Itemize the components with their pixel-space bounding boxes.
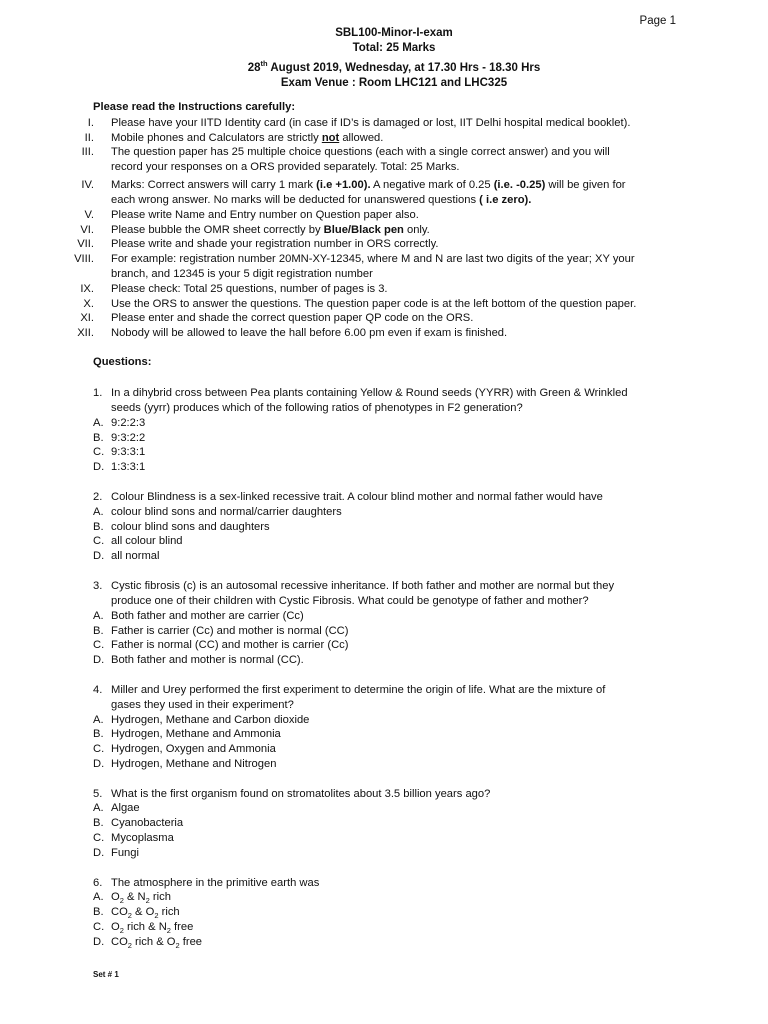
option-item[interactable]: A. 9:2:2:3: [93, 417, 146, 429]
option-item[interactable]: D. Hydrogen, Methane and Nitrogen: [93, 758, 277, 770]
option-item[interactable]: B. Cyanobacteria: [93, 817, 184, 829]
page-number: Page 1: [639, 15, 676, 27]
option-item[interactable]: D. $CO_2$ rich & $O_2$ free: [93, 936, 203, 951]
option-item[interactable]: A. Algae: [93, 802, 140, 814]
option-item[interactable]: D. Both father and mother is normal (CC).: [93, 654, 304, 666]
option-item[interactable]: C. all colour blind: [93, 535, 183, 547]
option-item[interactable]: B. $CO_2$ & $O_2$ rich: [93, 906, 180, 921]
option-item[interactable]: A. Hydrogen, Methane and Carbon dioxide: [93, 714, 310, 726]
questions-title: Questions:: [93, 356, 152, 368]
option-item[interactable]: D. 1:3:3:1: [93, 461, 146, 473]
exam-venue: Exam Venue : Room LHC121 and LHC325: [280, 76, 508, 89]
option-item[interactable]: C. Mycoplasma: [93, 832, 174, 844]
option-item[interactable]: B. colour blind sons and daughters: [93, 521, 270, 533]
option-item[interactable]: A. Both father and mother are carrier (Cc): [93, 610, 304, 622]
option-item[interactable]: C. $O_2$ rich & $N_2$ free: [93, 921, 194, 936]
exam-header: [0, 26, 768, 91]
exam-date: 28th August 2019, Wednesday, at 17.30 Hrs - 18.30 Hrs: [247, 59, 541, 74]
option-item[interactable]: C. Hydrogen, Oxygen and Ammonia: [93, 743, 276, 755]
option-item[interactable]: B. Father is carrier (Cc) and mother is normal (CC): [93, 625, 349, 637]
set-number-footer: Set # 1: [93, 970, 119, 979]
course-title: SBL100-Minor-I-exam: [335, 27, 453, 39]
option-item[interactable]: B. Hydrogen, Methane and Ammonia: [93, 728, 281, 740]
option-item[interactable]: C. 9:3:3:1: [93, 446, 146, 458]
instructions-title: Please read the Instructions carefully:: [93, 101, 296, 113]
option-item[interactable]: A. $O_2$ & $N_2$ rich: [93, 891, 171, 906]
option-item[interactable]: D. all normal: [93, 550, 160, 562]
option-item[interactable]: D. Fungi: [93, 847, 139, 859]
total-marks: Total: 25 Marks: [352, 42, 436, 54]
option-item[interactable]: B. 9:3:2:2: [93, 432, 146, 444]
option-item[interactable]: C. Father is normal (CC) and mother is carrier (Cc): [93, 639, 349, 651]
option-item[interactable]: A. colour blind sons and normal/carrier daughters: [93, 506, 342, 518]
